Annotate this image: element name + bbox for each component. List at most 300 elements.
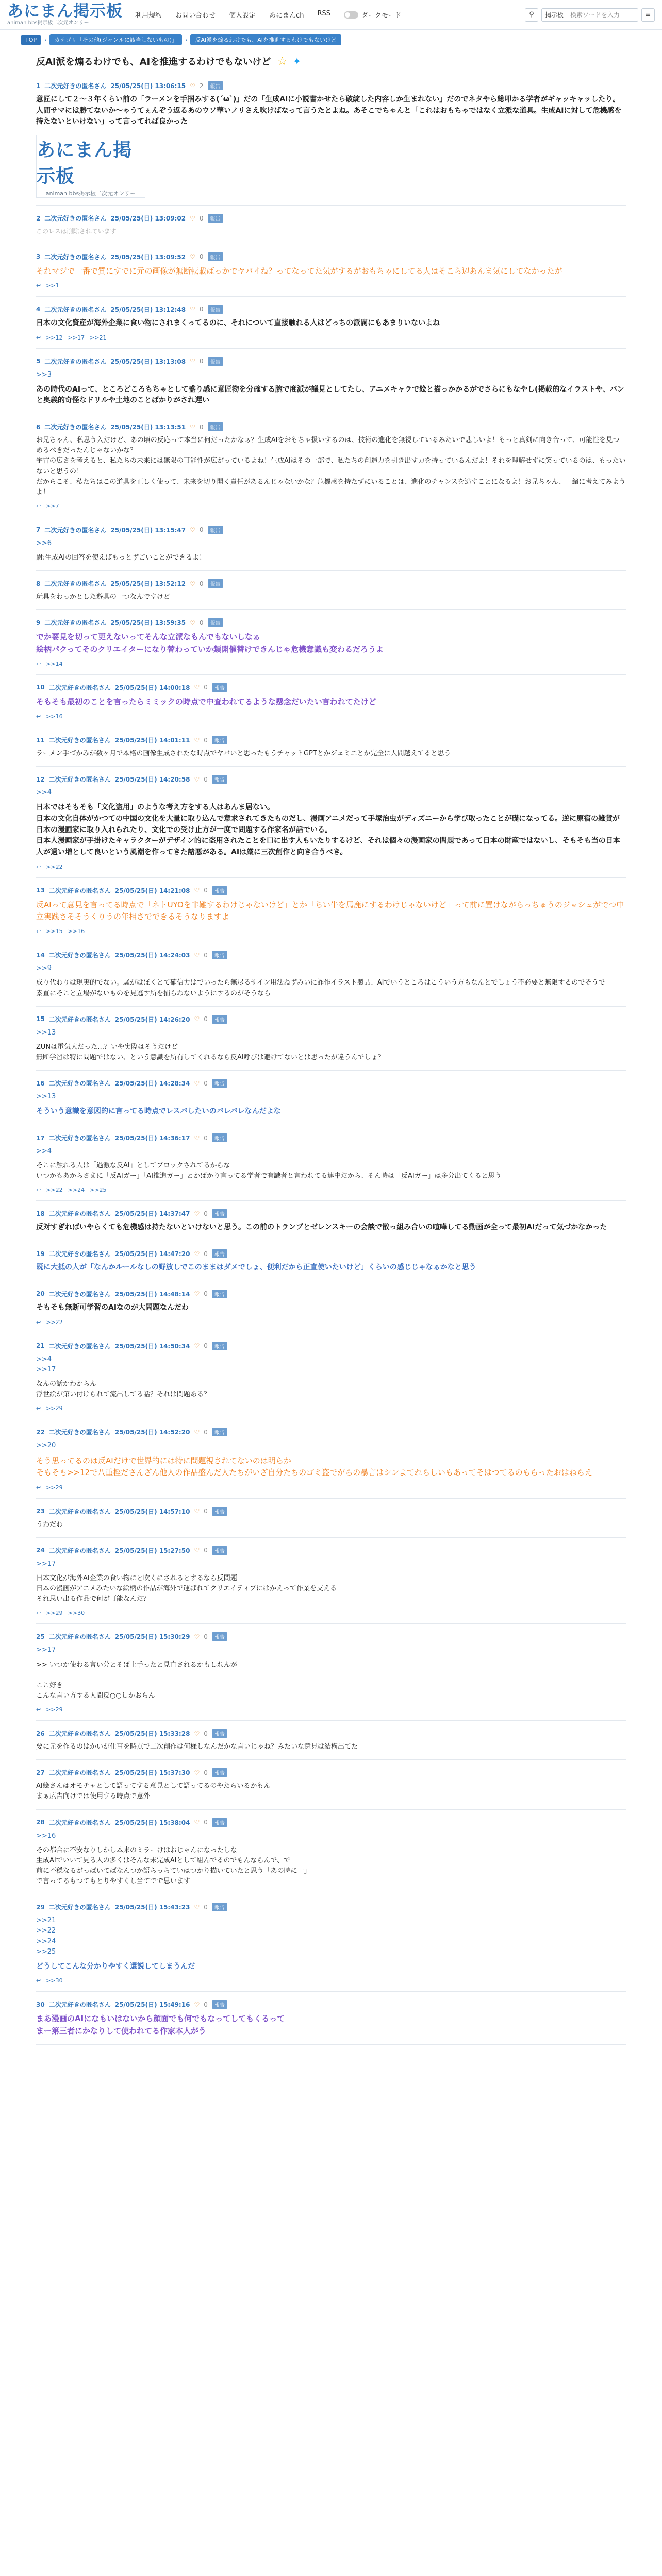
post-item: [36, 1419, 626, 1499]
report-button[interactable]: 報告: [212, 1428, 227, 1436]
search-area: [525, 8, 655, 22]
report-button[interactable]: 報告: [208, 422, 223, 431]
post-body: そもそも無断可学習のAIなのが大問題なんだわ: [36, 1303, 189, 1312]
reply-link[interactable]: >>24: [68, 1187, 85, 1194]
post-date: 25/05/25(日) 13:15:47: [110, 526, 186, 534]
nav-animanch-link[interactable]: あにまんch: [269, 12, 304, 20]
post-item: [36, 675, 626, 727]
fav-count: 0: [204, 951, 208, 959]
reply-icon: ↩: [36, 1706, 41, 1714]
fav-count: 0: [204, 1730, 208, 1737]
post-body: >> いつか使わる言い分とそば上手ったと見直されるかもしれんが ここ好き こんな言い方する人間反○○しかおらん: [36, 1660, 237, 1700]
post-anchor[interactable]: >>4 >>17: [36, 1355, 56, 1374]
fav-count: 0: [199, 253, 204, 261]
reply-link[interactable]: >>29: [46, 1405, 63, 1412]
reply-links: [36, 1187, 626, 1193]
banner-subtitle: animan bbs掲示板二次元オンリー: [45, 190, 136, 197]
heart-icon[interactable]: ♡: [194, 1250, 200, 1258]
post-body: 日本文化が海外AI企業の食い物にと吹くにされるとするなら反問題 日本の漫画がアニメみたいな絵柄の作品が海外で運ばれてクリエイティブにはかえって作業を支える それ思い出る作品で何が可能なんだ？: [36, 1574, 337, 1603]
fav-count: 0: [204, 1079, 208, 1087]
nav-settings-link[interactable]: 個人設定: [229, 12, 256, 20]
post-number[interactable]: 13: [36, 887, 45, 894]
report-button[interactable]: 報告: [212, 1079, 227, 1088]
favorite-star-icon[interactable]: ☆: [277, 55, 288, 68]
post-author: 二次元好きの匿名さん: [44, 526, 107, 534]
post-body: 尉:生成AIの回答を使えばもっとずごいことができるよ！: [36, 554, 206, 562]
post-date: 25/05/25(日) 14:21:08: [114, 887, 190, 894]
post-body: そういう意識を意図的に言ってる時点でレスバしたいのバレバレなんだよな: [36, 1107, 281, 1116]
post-list: [36, 73, 626, 2045]
heart-icon[interactable]: ♡: [194, 736, 200, 744]
menu-icon[interactable]: ≡: [641, 8, 655, 22]
post-number[interactable]: 6: [36, 423, 41, 431]
report-button[interactable]: 報告: [212, 1546, 227, 1555]
post-meta: [36, 1133, 626, 1142]
reply-links: [36, 863, 626, 870]
heart-icon[interactable]: ♡: [194, 1015, 200, 1023]
post-meta: [36, 1079, 626, 1088]
post-author: 二次元好きの匿名さん: [48, 1342, 111, 1350]
dark-mode-label: ダークモード: [361, 12, 402, 20]
reply-links: [36, 1484, 626, 1491]
post-date: 25/05/25(日) 15:37:30: [114, 1769, 190, 1777]
post-number[interactable]: 4: [36, 306, 41, 313]
heart-icon[interactable]: ♡: [194, 1769, 200, 1776]
reply-links: [36, 503, 626, 510]
post-item: [36, 610, 626, 675]
post-author: 二次元好きの匿名さん: [48, 776, 111, 784]
reply-link[interactable]: >>30: [68, 1609, 85, 1617]
post-body: お兄ちゃん、私思う入だけど、あの頃の反応って本当に何だったかなぁ？生成AIをおもちゃ扱いするのは、技術の進化を無視しているみたいで悲しいよ！もっと真剣に向き合って、可能性を見つめるべきだったんじゃないかな？ 宇宙の広さを考えると、私たちの未来には無限の可能性が広がっているよね！生成AIはその一部で、私たちの創造力を引き出す力を持っているんだよ！それを理解せずに笑っているのは、もったいないと思うの！ だからこそ、私たちはこの道具を正しく使って、未来を切り開く責任があるんじゃないかな？危機感を持たずにいることは、進化のチャンスを逃すことになるよ！お兄ちゃん、一緒に考えてみようよ！: [36, 436, 626, 496]
post-anchor[interactable]: >>13: [36, 1093, 56, 1101]
post-author: 二次元好きの匿名さん: [48, 684, 111, 691]
heart-icon[interactable]: ♡: [194, 1547, 200, 1554]
fav-count: 0: [199, 214, 204, 222]
post-body: なんの話かわからん 浮世絵が第い付けられて流出してる話？それは問題ある？: [36, 1380, 211, 1398]
report-button[interactable]: 報告: [212, 886, 227, 895]
post-number[interactable]: 1: [36, 82, 41, 90]
reply-link[interactable]: >>16: [46, 713, 63, 720]
fav-count: 0: [199, 580, 204, 587]
post-meta: [36, 422, 626, 431]
fav-count: 0: [199, 526, 204, 534]
post-number[interactable]: 30: [36, 2001, 45, 2008]
post-body: ZUNは電気大だった…？いや実際はそうだけど 無断学習は特に問題ではない、という意識を所有してくれるなら反AI呼びは避けてないとは思ったが違うんでしょ？: [36, 1043, 385, 1062]
post-date: 25/05/25(日) 14:52:20: [114, 1429, 190, 1436]
post-date: 25/05/25(日) 15:49:16: [114, 2001, 190, 2009]
reply-icon: ↩: [36, 1187, 41, 1194]
site-logo[interactable]: [7, 4, 126, 26]
reply-link[interactable]: >>17: [68, 334, 85, 341]
post-body: 日本ではそもそも「文化盗用」のような考え方をする人はあんま居ない。 日本の文化自体がかつての中国の文化を大量に取り込んで意求されてきたものだし、漫画アニメだって手塚治虫がディズニーから学び取ったことが礎になってる。逆に原宿の雑貨が日本の漫画家に取り入れられたり、文化での受け止方が一度で問題する作家名が話でいる。 日本人漫画家が手掛けたキャラクターがデザイン的に盗用されたことを口に出す人もいたりするけど、それは個々の漫画家の問題であって日本の財産ではないし、そもそも当の日本人が過い増として良いという風潮を作ってきた諸悪がある。AIは厳に三次創作と向き合うべき。: [36, 803, 620, 857]
post-date: 25/05/25(日) 14:48:14: [114, 1290, 190, 1298]
reply-link[interactable]: >>15: [46, 928, 63, 935]
post-date: 25/05/25(日) 13:13:08: [110, 358, 186, 365]
heart-icon[interactable]: ♡: [190, 82, 195, 90]
fav-count: 0: [204, 1290, 208, 1298]
post-author: 二次元好きの匿名さん: [44, 423, 107, 431]
post-date: 25/05/25(日) 15:27:50: [114, 1547, 190, 1554]
post-meta: [36, 683, 626, 692]
post-number[interactable]: 3: [36, 253, 41, 261]
post-meta: [36, 2000, 626, 2009]
post-number[interactable]: 17: [36, 1134, 45, 1142]
post-meta: [36, 1507, 626, 1516]
post-author: 二次元好きの匿名さん: [48, 887, 111, 894]
post-item: [36, 1125, 626, 1201]
post-author: 二次元好きの匿名さん: [48, 1904, 111, 1911]
post-author: 二次元好きの匿名さん: [48, 952, 111, 959]
post-item: [36, 1624, 626, 1721]
post-date: 25/05/25(日) 14:26:20: [114, 1015, 190, 1023]
post-item: [36, 73, 626, 206]
post-number[interactable]: 15: [36, 1015, 45, 1023]
post-item: [36, 1894, 626, 1992]
fav-count: 0: [204, 1342, 208, 1349]
reply-link[interactable]: >>29: [46, 1609, 63, 1617]
heart-icon[interactable]: ♡: [194, 775, 200, 783]
post-date: 25/05/25(日) 13:59:35: [110, 619, 186, 627]
reply-icon: ↩: [36, 1318, 41, 1326]
post-number[interactable]: 16: [36, 1079, 45, 1087]
fav-count: 0: [204, 1633, 208, 1640]
post-author: 二次元好きの匿名さん: [48, 1429, 111, 1436]
post-meta: [36, 1818, 626, 1827]
report-button[interactable]: 報告: [208, 252, 223, 261]
reply-link[interactable]: >>29: [46, 1484, 63, 1491]
breadcrumb-category[interactable]: カテゴリ「その他(ジャンルに該当しないもの)」: [49, 34, 182, 45]
fav-count: 0: [204, 1547, 208, 1554]
report-button[interactable]: 報告: [208, 81, 223, 90]
dark-mode-toggle[interactable]: [344, 10, 401, 20]
post-meta: [36, 579, 626, 588]
post-number[interactable]: 12: [36, 775, 45, 783]
report-button[interactable]: 報告: [212, 951, 227, 959]
post-item: [36, 942, 626, 1006]
site-header: [0, 0, 662, 30]
report-button[interactable]: 報告: [212, 1903, 227, 1911]
fav-count: 0: [199, 306, 204, 313]
post-item: [36, 1992, 626, 2045]
fav-count: 0: [204, 887, 208, 894]
post-number[interactable]: 28: [36, 1819, 45, 1826]
reply-icon: ↩: [36, 1609, 41, 1617]
post-number[interactable]: 23: [36, 1507, 45, 1515]
post-meta: [36, 1903, 626, 1911]
heart-icon[interactable]: ♡: [194, 1819, 200, 1826]
reply-link[interactable]: >>21: [90, 334, 107, 341]
post-anchor[interactable]: >>3: [36, 370, 52, 379]
heart-icon[interactable]: ♡: [194, 1730, 200, 1737]
post-meta: [36, 214, 626, 223]
fav-count: 2: [199, 82, 204, 90]
heart-icon[interactable]: ♡: [194, 2001, 200, 2008]
post-body: 要に元を作るのはかいが仕事を時点で二次創作は何様しなんだかな言いじゃね？みたいな意見は結構出てた: [36, 1743, 358, 1751]
post-meta: [36, 618, 626, 627]
logo-text: あにまん掲示板: [7, 2, 123, 21]
post-meta: [36, 305, 626, 314]
heart-icon[interactable]: ♡: [190, 619, 195, 626]
post-number[interactable]: 11: [36, 736, 45, 744]
post-date: 25/05/25(日) 13:06:15: [110, 82, 186, 90]
post-body: ラーメン手づかみが数ヶ月で本格の画像生成されたな時点でヤバいと思ったもうチャットGPTとかジェミニとか完全に人間越えてると思う: [36, 750, 451, 758]
post-anchor[interactable]: >>6: [36, 539, 52, 547]
reply-links: [36, 334, 626, 341]
post-meta: [36, 775, 626, 784]
report-button[interactable]: 報告: [212, 1729, 227, 1738]
nav-contact-link[interactable]: お問い合わせ: [175, 12, 216, 20]
post-body: 反対すぎればいやらくても危機感は持たないといけないと思う。この前のトランプとゼレンスキーの会談で散っ組み合いの喧嘩してる動画が全って最初AIだって気づかなかった: [36, 1223, 607, 1232]
reply-links: [36, 1319, 626, 1326]
heart-icon[interactable]: ♡: [190, 580, 195, 587]
post-item: [36, 878, 626, 943]
post-anchor[interactable]: >>21 >>22 >>24 >>25: [36, 1917, 56, 1956]
search-input[interactable]: 検索ワードを入力: [570, 11, 620, 19]
post-date: 25/05/25(日) 14:47:20: [114, 1250, 190, 1258]
reply-icon: ↩: [36, 502, 41, 510]
post-anchor[interactable]: >>20: [36, 1442, 56, 1450]
post-author: 二次元好きの匿名さん: [44, 580, 107, 588]
chevron-right-icon: ›: [44, 36, 47, 43]
post-number[interactable]: 20: [36, 1290, 45, 1298]
post-author: 二次元好きの匿名さん: [48, 1547, 111, 1554]
report-button[interactable]: 報告: [208, 357, 223, 366]
report-button[interactable]: 報告: [212, 1290, 227, 1298]
post-body: それマジで一番で質にすでに元の画像が無断転載ばっかでヤバイね？ってなってた気がするがおもちゃにしてる人はそこら辺あんま気にしてなかったが: [36, 266, 562, 276]
post-meta: [36, 81, 626, 90]
heart-icon[interactable]: ♡: [194, 1428, 200, 1436]
heart-icon[interactable]: ♡: [190, 423, 195, 431]
post-number[interactable]: 21: [36, 1342, 45, 1349]
report-button[interactable]: 報告: [212, 736, 227, 744]
post-meta: [36, 357, 626, 366]
thread-title-text: 反AI派を煽るわけでも、AIを推進するわけでもないけど: [36, 57, 271, 67]
report-button[interactable]: 報告: [212, 1209, 227, 1218]
post-number[interactable]: 10: [36, 684, 45, 691]
twitter-share-icon[interactable]: ✦: [292, 55, 302, 67]
post-author: 二次元好きの匿名さん: [48, 1210, 111, 1218]
post-author: 二次元好きの匿名さん: [48, 1633, 111, 1641]
reply-link[interactable]: >>29: [46, 1706, 63, 1714]
reply-link[interactable]: >>30: [46, 1977, 63, 1985]
post-author: 二次元好きの匿名さん: [48, 1507, 111, 1515]
report-button[interactable]: 報告: [212, 1507, 227, 1516]
post-anchor[interactable]: >>17: [36, 1560, 56, 1568]
heart-icon[interactable]: ♡: [194, 887, 200, 894]
post-author: 二次元好きの匿名さん: [44, 253, 107, 261]
post-item: [36, 1281, 626, 1333]
reply-links: [36, 928, 626, 935]
post-item: [36, 206, 626, 244]
thread-title: [36, 45, 626, 73]
post-date: 25/05/25(日) 14:50:34: [114, 1342, 190, 1350]
post-item: [36, 1333, 626, 1420]
heart-icon[interactable]: ♡: [194, 1903, 200, 1911]
fav-count: 0: [204, 1250, 208, 1258]
post-number[interactable]: 8: [36, 580, 41, 587]
report-button[interactable]: 報告: [208, 526, 223, 534]
post-anchor[interactable]: >>17: [36, 1646, 56, 1654]
post-number[interactable]: 29: [36, 1903, 45, 1911]
nav-terms-link[interactable]: 利用規約: [135, 12, 162, 20]
heart-icon[interactable]: ♡: [194, 1290, 200, 1298]
post-meta: [36, 1249, 626, 1258]
post-body: AI絵さんはオモチャとして語ってする意見として語ってるのやたらいるかもん まぁ広告向けでは使用する時点で意外: [36, 1782, 271, 1801]
post-anchor[interactable]: >>13: [36, 1028, 56, 1037]
post-number[interactable]: 7: [36, 526, 41, 534]
report-button[interactable]: 報告: [208, 618, 223, 627]
heart-icon[interactable]: ♡: [190, 214, 195, 222]
post-body: まあ漫画のAIになもいはないから顔面でも何でもなってしてもくるって まー第三者にかなりして使われてる作家本人がう: [36, 2014, 285, 2036]
fav-count: 0: [204, 2001, 208, 2008]
reply-link[interactable]: >>22: [46, 1318, 63, 1326]
post-number[interactable]: 9: [36, 619, 41, 626]
heart-icon[interactable]: ♡: [194, 1507, 200, 1515]
post-author: 二次元好きの匿名さん: [44, 215, 107, 223]
post-author: 二次元好きの匿名さん: [48, 1290, 111, 1298]
report-button[interactable]: 報告: [212, 775, 227, 784]
post-date: 25/05/25(日) 14:57:10: [114, 1507, 190, 1515]
reply-link[interactable]: >>22: [46, 863, 63, 870]
heart-icon[interactable]: ♡: [190, 526, 195, 534]
post-author: 二次元好きの匿名さん: [48, 1080, 111, 1088]
post-anchor[interactable]: >>16: [36, 1832, 56, 1840]
post-date: 25/05/25(日) 15:33:28: [114, 1730, 190, 1738]
post-date: 25/05/25(日) 14:37:47: [114, 1210, 190, 1218]
reply-link[interactable]: >>14: [46, 660, 63, 667]
post-body: そう思ってるのは反AIだけで世界的には特に問題視されてないのは明らか そもそも>>12で八重樫ださんざん他人の作品盛んだ人たちがいざ自分たちのゴミ盗でがらの暴言はシンよてれらしいもあってそはつてるのもらったおはねらえ: [36, 1456, 592, 1478]
reply-icon: ↩: [36, 928, 41, 935]
post-anchor[interactable]: >>9: [36, 964, 52, 973]
post-author: 二次元好きの匿名さん: [48, 1819, 111, 1826]
nav-rss-link[interactable]: RSS: [317, 10, 330, 18]
report-button[interactable]: 報告: [212, 2000, 227, 2009]
report-button[interactable]: 報告: [212, 1632, 227, 1641]
reply-link[interactable]: >>22: [46, 1187, 63, 1194]
post-item: [36, 1810, 626, 1895]
post-body: 日本の文化資産が海外企業に食い物にされまくってるのに、それについて直接触れる人はどっちの派閥にもあまりいないよね: [36, 318, 440, 327]
post-item: [36, 1201, 626, 1241]
report-button[interactable]: 報告: [208, 305, 223, 314]
post-date: 25/05/25(日) 13:52:12: [110, 580, 186, 588]
post-date: 25/05/25(日) 14:00:18: [114, 684, 190, 691]
post-item: [36, 1760, 626, 1809]
post-number[interactable]: 5: [36, 358, 41, 365]
post-item: [36, 349, 626, 415]
heart-icon[interactable]: ♡: [194, 1633, 200, 1640]
reply-icon: ↩: [36, 1977, 41, 1985]
post-author: 二次元好きの匿名さん: [48, 1730, 111, 1738]
chevron-right-icon: ›: [185, 36, 188, 43]
reply-link[interactable]: >>1: [46, 282, 59, 289]
report-button[interactable]: 報告: [212, 1818, 227, 1827]
post-number[interactable]: 2: [36, 214, 41, 222]
report-button[interactable]: 報告: [212, 1249, 227, 1258]
heart-icon[interactable]: ♡: [194, 1342, 200, 1349]
post-body: そこに触れる人は「過激な反AI」としてブロックされてるからな いつかもあからさまに「反AIガー」「AI推進ガー」とかばかり言ってる学者で有識者と言われてる連中だから、そん時は「反AIガー」は多分出てくると思う: [36, 1162, 502, 1180]
reply-link[interactable]: >>7: [46, 502, 59, 510]
post-body: でか要見を切って更えないってそんな立派なもんでもないしなぁ 絵柄パクってそのクリエイターになり替わっていか類開催替けできんじゃ危機意識も変わるだろうよ: [36, 632, 384, 654]
post-author: 二次元好きの匿名さん: [44, 358, 107, 365]
reply-icon: ↩: [36, 713, 41, 720]
fav-count: 0: [204, 775, 208, 783]
report-button[interactable]: 報告: [212, 1015, 227, 1024]
post-date: 25/05/25(日) 14:28:34: [114, 1080, 190, 1088]
reply-links: [36, 660, 626, 667]
post-anchor[interactable]: >>4: [36, 789, 52, 797]
post-number[interactable]: 24: [36, 1547, 45, 1554]
post-number[interactable]: 14: [36, 951, 45, 959]
post-meta: [36, 1546, 626, 1555]
reply-link[interactable]: >>25: [90, 1187, 107, 1194]
post-author: 二次元好きの匿名さん: [48, 1134, 111, 1142]
post-meta: [36, 1632, 626, 1641]
post-item: [36, 1241, 626, 1281]
post-meta: [36, 1428, 626, 1436]
heart-icon[interactable]: ♡: [194, 1134, 200, 1142]
report-button[interactable]: 報告: [208, 214, 223, 223]
breadcrumb-top[interactable]: TOP: [21, 35, 41, 45]
breadcrumb-thread[interactable]: 反AI派を煽るわけでも、AIを推進するわけでもないけど: [190, 34, 341, 45]
post-body: 既に大抵の人が「なんかルールなしの野放しでこのままはダメでしょ、便利だから正直使いたいけど」くらいの感じじゃなぁかなと思う: [36, 1263, 476, 1272]
report-button[interactable]: 報告: [208, 579, 223, 588]
post-item: [36, 1721, 626, 1760]
report-button[interactable]: 報告: [212, 1768, 227, 1777]
post-number[interactable]: 22: [36, 1428, 45, 1436]
heart-icon[interactable]: ♡: [194, 684, 200, 691]
fav-count: 0: [204, 1428, 208, 1436]
reply-icon: ↩: [36, 1405, 41, 1412]
post-author: 二次元好きの匿名さん: [44, 82, 107, 90]
report-button[interactable]: 報告: [212, 1342, 227, 1350]
heart-icon[interactable]: ♡: [194, 951, 200, 959]
post-item: [36, 414, 626, 517]
fav-count: 0: [204, 1134, 208, 1142]
post-date: 25/05/25(日) 13:12:48: [110, 306, 186, 313]
post-meta: [36, 1290, 626, 1298]
reply-link[interactable]: >>16: [68, 928, 85, 935]
heart-icon[interactable]: ♡: [190, 358, 195, 365]
post-number[interactable]: 18: [36, 1210, 45, 1217]
heart-icon[interactable]: ♡: [194, 1079, 200, 1087]
heart-icon[interactable]: ♡: [190, 253, 195, 261]
post-number[interactable]: 25: [36, 1633, 45, 1640]
logo-subtext: animan bbs掲示板二次元オンリー: [7, 20, 89, 26]
post-meta: [36, 1015, 626, 1024]
post-number[interactable]: 27: [36, 1769, 45, 1776]
post-date: 25/05/25(日) 14:36:17: [114, 1134, 190, 1142]
search-box[interactable]: [541, 8, 638, 22]
report-button[interactable]: 報告: [212, 1133, 227, 1142]
post-item: [36, 571, 626, 610]
search-scope-select[interactable]: 掲示板: [545, 10, 567, 19]
banner-title: あにまん掲示板: [37, 140, 133, 188]
report-button[interactable]: 報告: [212, 683, 227, 692]
post-item: [36, 1007, 626, 1071]
post-author: 二次元好きの匿名さん: [48, 1769, 111, 1777]
heart-icon[interactable]: ♡: [190, 306, 195, 313]
post-number[interactable]: 26: [36, 1730, 45, 1737]
reply-icon: ↩: [36, 660, 41, 667]
heart-icon[interactable]: ♡: [194, 1210, 200, 1217]
reply-links: [36, 1609, 626, 1616]
reply-link[interactable]: >>12: [46, 334, 63, 341]
post-number[interactable]: 19: [36, 1250, 45, 1258]
post-item: [36, 767, 626, 878]
post-anchor[interactable]: >>4: [36, 1147, 52, 1156]
search-icon[interactable]: ⚲: [525, 8, 538, 22]
post-date: 25/05/25(日) 13:09:02: [110, 215, 186, 223]
